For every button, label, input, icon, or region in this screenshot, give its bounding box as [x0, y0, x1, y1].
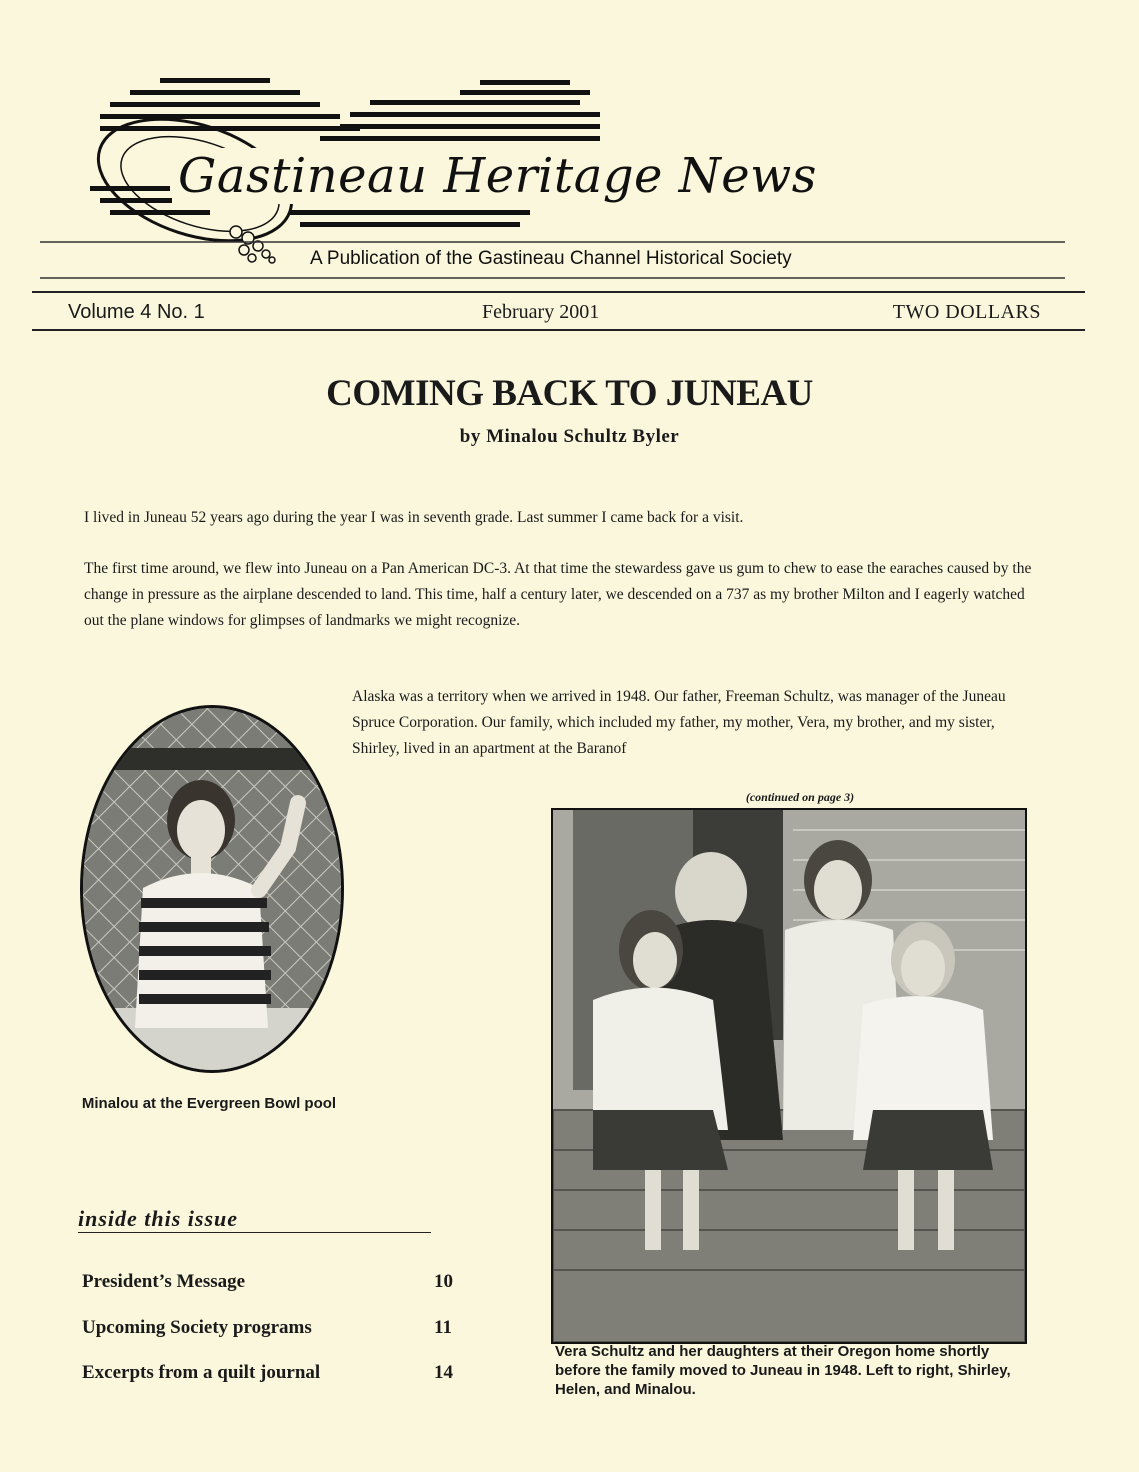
article-paragraph: Alaska was a territory when we arrived in 1948. Our father, Freeman Schultz, was manager of the Juneau Spruce Corporation. Our family, which included my father, my mother, Vera, my brother, and my sister, Shirley, lived in an apartment at the Baranof — [352, 688, 1006, 757]
issue-date: February 2001 — [482, 301, 600, 323]
article-paragraph: The first time around, we flew into Juneau on a Pan American DC-3. At that time the stewardess gave us gum to chew to ease the earaches caused by the change in pressure as the airplane descended to land. This time, half a century later, we descended on a 737 as my brother Milton and I eagerly watched out the plane windows for glimpses of landmarks we might recognize. — [84, 560, 1032, 629]
toc-item-page: 10 — [434, 1271, 453, 1292]
family-photo — [551, 808, 1027, 1344]
masthead — [40, 60, 1070, 290]
oval-photo-caption: Minalou at the Evergreen Bowl pool — [81, 1095, 337, 1112]
volume-number: Volume 4 No. 1 — [68, 301, 205, 323]
oval-photo-minalou — [80, 705, 344, 1073]
issue-price: TWO DOLLARS — [892, 301, 1041, 323]
toc-item-title: Excerpts from a quilt journal — [82, 1362, 321, 1383]
inside-issue-rule — [78, 1232, 431, 1233]
toc-item-page: 14 — [434, 1362, 453, 1383]
article-headline: COMING BACK TO JUNEAU — [326, 373, 813, 414]
toc-item-title: Upcoming Society programs — [82, 1317, 312, 1338]
publication-subtitle: A Publication of the Gastineau Channel Historical Society — [310, 248, 792, 269]
toc-item-title: President’s Message — [82, 1271, 246, 1292]
issue-info-bar — [32, 291, 1085, 331]
inside-issue-heading: inside this issue — [78, 1206, 239, 1231]
continued-note: (continued on page 3) — [745, 790, 855, 804]
family-photo-caption: Vera Schultz and her daughters at their Oregon home shortly before the family moved to Juneau in 1948. Left to right, Shirley, Helen, and Minalou. — [555, 1343, 1011, 1398]
article-paragraph: I lived in Juneau 52 years ago during the year I was in seventh grade. Last summer I came back for a visit. — [84, 509, 744, 526]
article-byline: by Minalou Schultz Byler — [459, 426, 680, 447]
toc-item-page: 11 — [434, 1317, 452, 1338]
publication-title: Gastineau Heritage News — [172, 148, 823, 204]
